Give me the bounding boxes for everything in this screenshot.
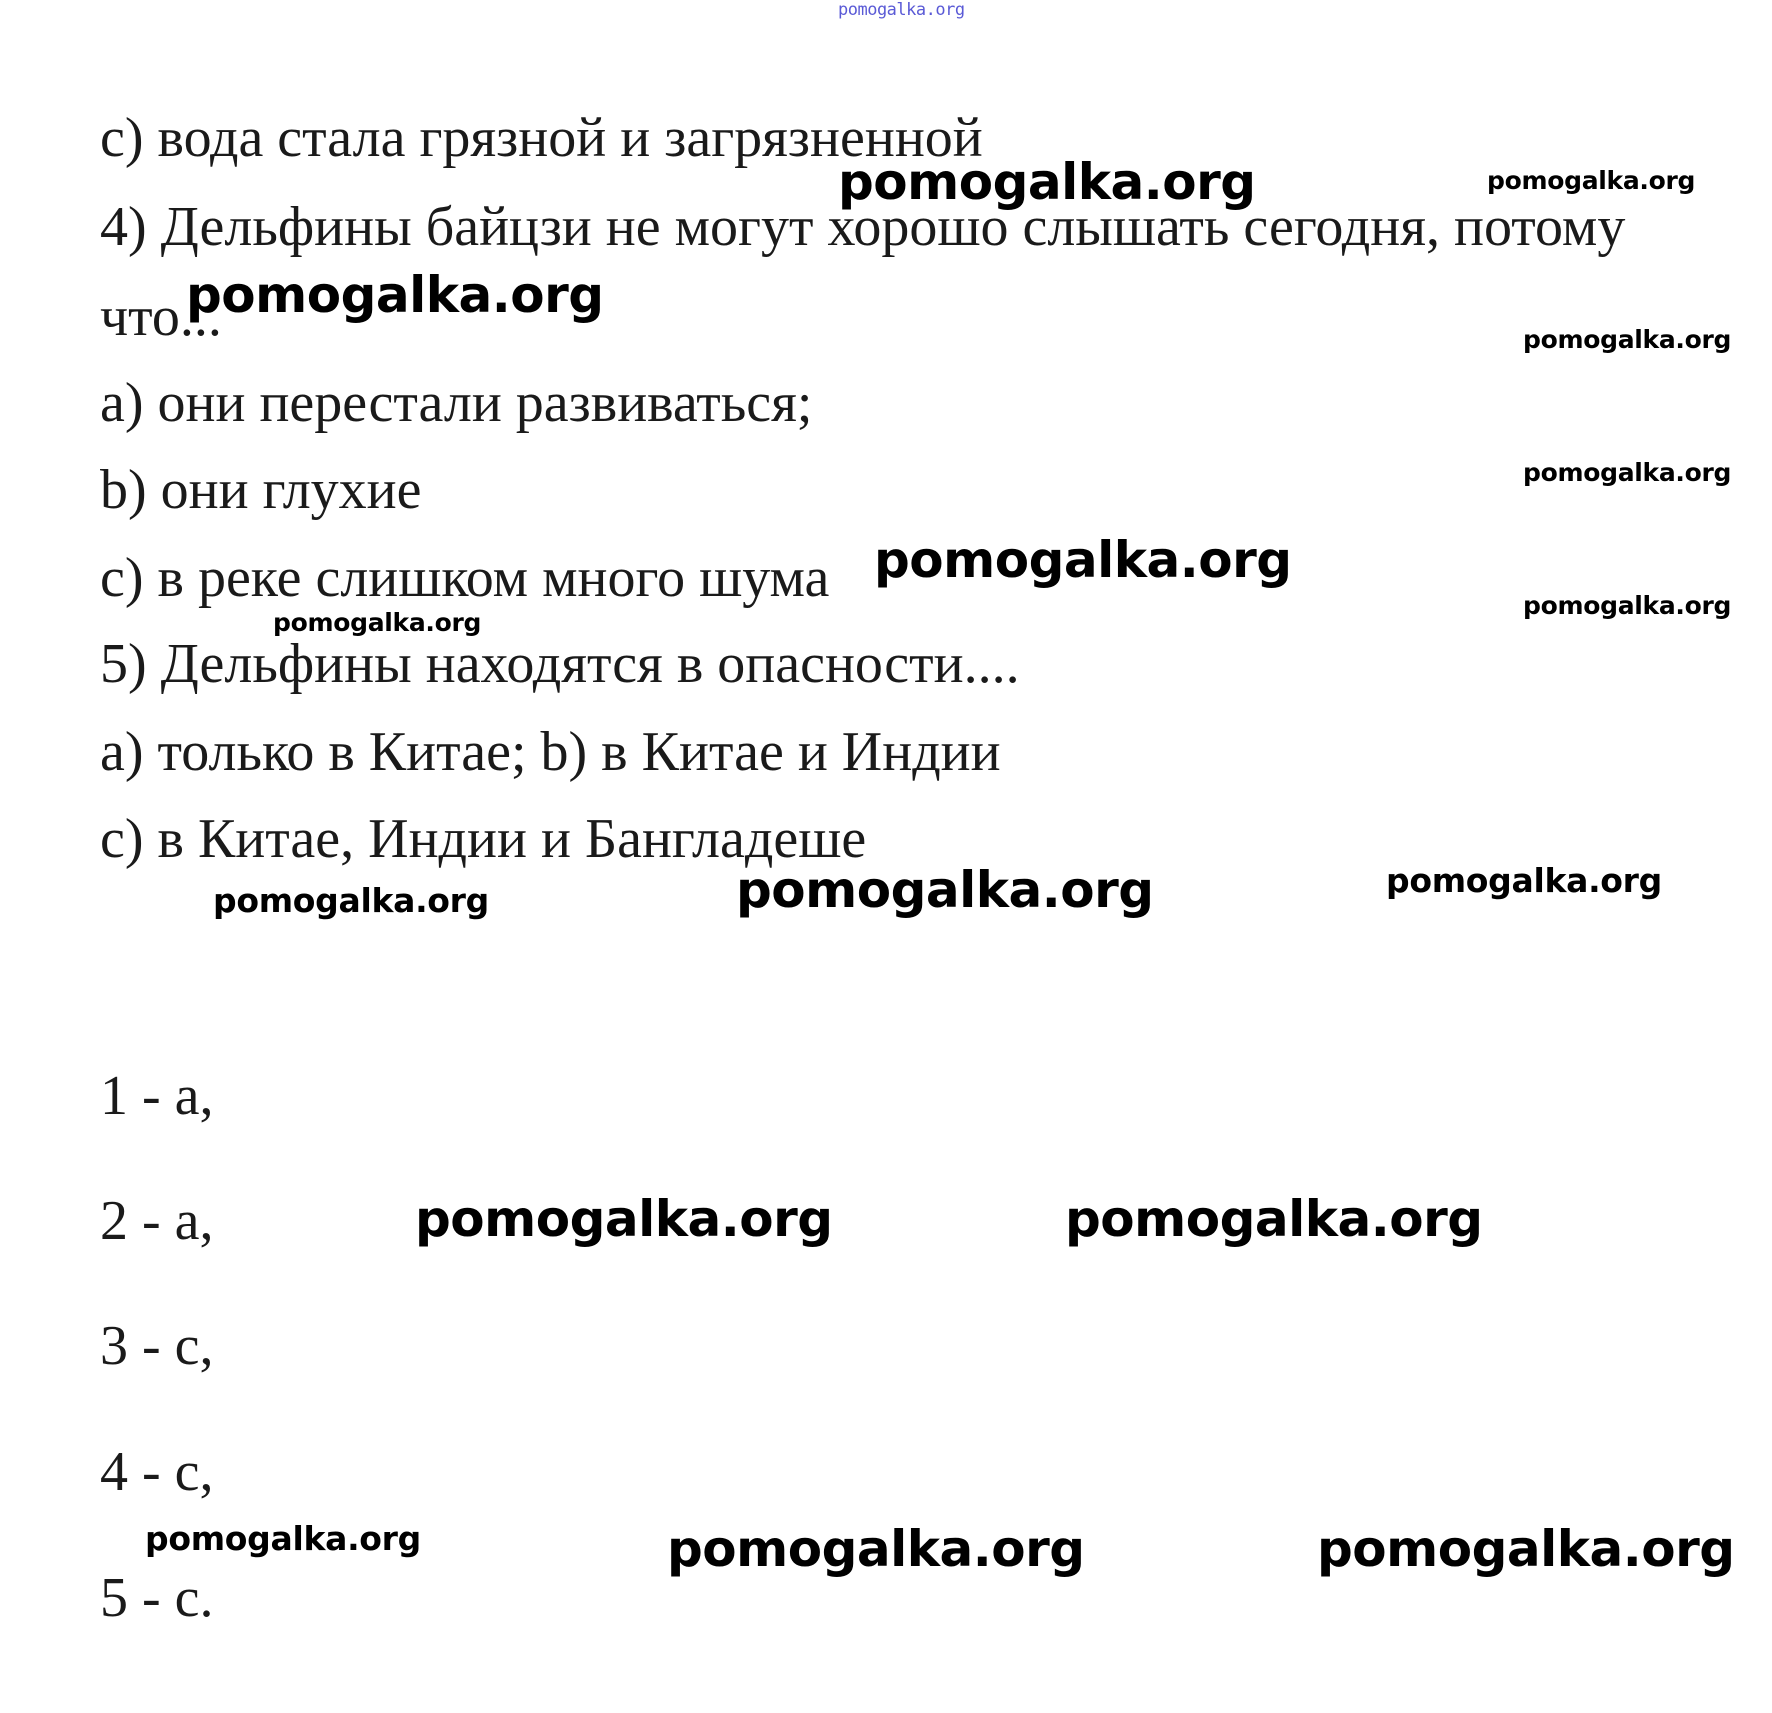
quiz-line: a) только в Китае; b) в Китае и Индии — [100, 721, 1001, 783]
watermark: pomogalka.org — [145, 1519, 421, 1558]
watermark: pomogalka.org — [1065, 1190, 1483, 1248]
watermark: pomogalka.org — [736, 861, 1154, 919]
watermark: pomogalka.org — [1317, 1520, 1735, 1578]
quiz-line: b) они глухие — [100, 459, 422, 521]
quiz-line: что... — [100, 286, 222, 348]
answer-item: 4 - c, — [100, 1441, 214, 1503]
watermark: pomogalka.org — [213, 881, 489, 920]
answer-item: 3 - c, — [100, 1315, 214, 1377]
quiz-line: c) в Китае, Индии и Бангладеше — [100, 808, 867, 870]
watermark: pomogalka.org — [1523, 325, 1732, 354]
watermark: pomogalka.org — [186, 266, 604, 324]
answer-item: 1 - a, — [100, 1065, 214, 1127]
watermark: pomogalka.org — [838, 153, 1256, 211]
watermark: pomogalka.org — [874, 531, 1292, 589]
watermark: pomogalka.org — [273, 608, 482, 637]
answer-item: 5 - c. — [100, 1567, 214, 1629]
quiz-line: a) они перестали развиваться; — [100, 372, 813, 434]
watermark: pomogalka.org — [1523, 591, 1732, 620]
watermark: pomogalka.org — [1487, 166, 1696, 195]
watermark: pomogalka.org — [415, 1190, 833, 1248]
watermark: pomogalka.org — [667, 1520, 1085, 1578]
watermark: pomogalka.org — [1523, 458, 1732, 487]
answer-item: 2 - a, — [100, 1190, 214, 1252]
quiz-line: c) вода стала грязной и загрязненной — [100, 107, 983, 169]
watermark: pomogalka.org — [1386, 861, 1662, 900]
quiz-line: 4) Дельфины байцзи не могут хорошо слышать сегодня, потому — [100, 196, 1626, 258]
top-watermark: pomogalka.org — [838, 0, 965, 20]
quiz-line: 5) Дельфины находятся в опасности.... — [100, 633, 1020, 695]
quiz-line: c) в реке слишком много шума — [100, 547, 830, 609]
